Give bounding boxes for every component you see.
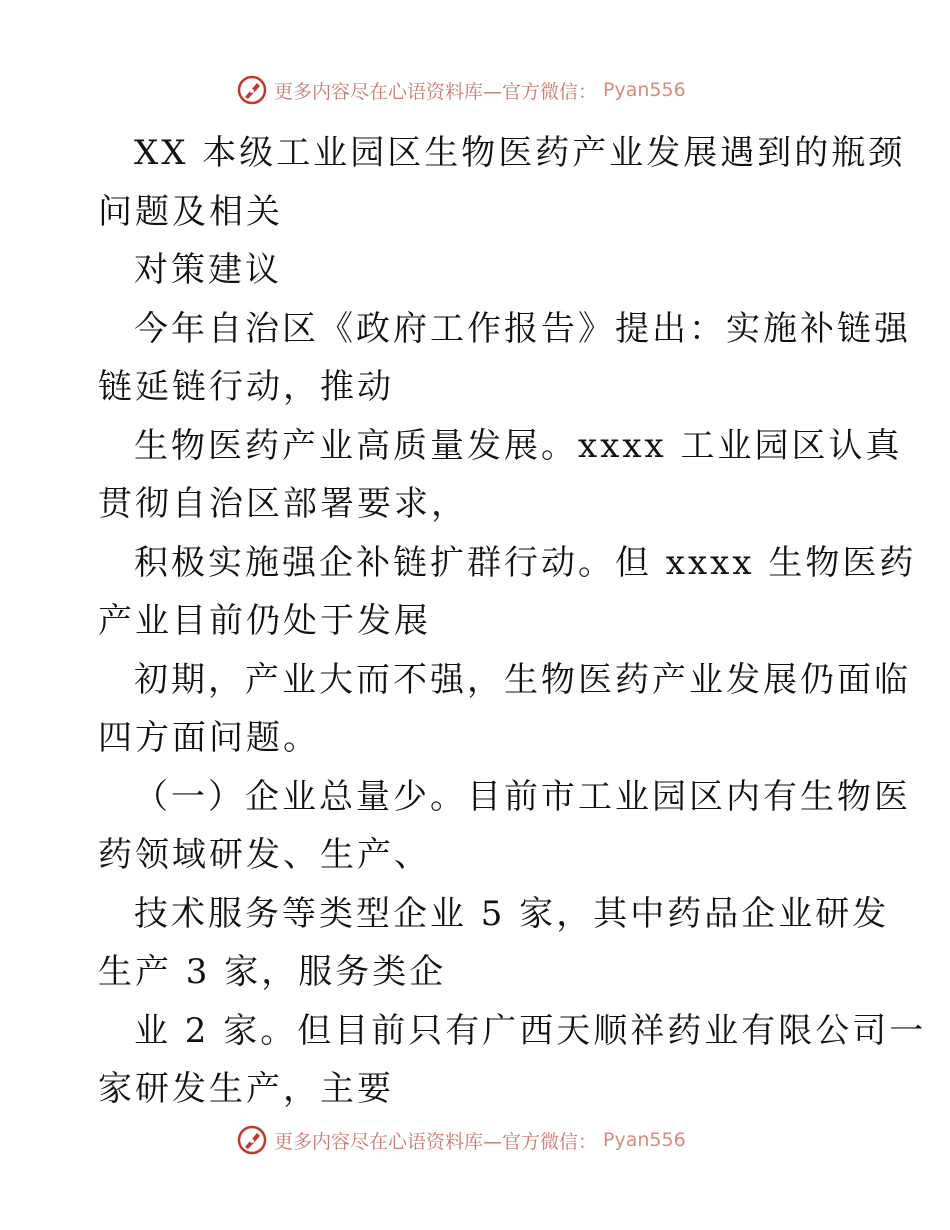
paragraph-line: 技术服务等类型企业 5 家，其中药品企业研发 <box>134 893 890 934</box>
pen-nib-logo-icon <box>236 1124 268 1156</box>
paragraph-line: 生物医药产业高质量发展。xxxx 工业园区认真 <box>134 425 903 466</box>
watermark-text: 更多内容尽在心语资料库—官方微信： <box>274 1130 598 1153</box>
paragraph-line: 业 2 家。但目前只有广西天顺祥药业有限公司一 <box>134 1010 927 1051</box>
section-heading-line: （一）企业总量少。目前市工业园区内有生物医 <box>134 776 911 817</box>
paragraph-line: 家研发生产，主要 <box>98 1069 394 1109</box>
paragraph-line: 贯彻自治区部署要求， <box>98 484 468 524</box>
title-line-1: XX 本级工业园区生物医药产业发展遇到的瓶颈 <box>134 133 906 173</box>
paragraph-line: 药领域研发、生产、 <box>98 835 431 875</box>
title-line-3: 对策建议 <box>134 250 282 290</box>
paragraph-line: 积极实施强企补链扩群行动。但 xxxx 生物医药 <box>134 542 917 583</box>
paragraph-line: 生产 3 家，服务类企 <box>98 952 447 992</box>
watermark-text: 更多内容尽在心语资料库—官方微信： <box>274 80 598 103</box>
watermark-wechat-id: Pyan556 <box>603 79 686 101</box>
paragraph-line: 产业目前仍处于发展 <box>98 601 431 641</box>
title-line-2: 问题及相关 <box>98 191 283 232</box>
header-watermark <box>236 70 686 110</box>
paragraph-line: 链延链行动，推动 <box>98 367 394 407</box>
paragraph-line: 四方面问题。 <box>98 718 320 758</box>
watermark-wechat-id: Pyan556 <box>603 1129 686 1151</box>
document-body <box>98 124 927 1119</box>
pen-nib-logo-icon <box>236 74 268 106</box>
paragraph-line: 初期，产业大而不强，生物医药产业发展仍面临 <box>134 659 911 700</box>
paragraph-line: 今年自治区《政府工作报告》提出：实施补链强 <box>134 308 911 349</box>
footer-watermark <box>236 1120 686 1160</box>
